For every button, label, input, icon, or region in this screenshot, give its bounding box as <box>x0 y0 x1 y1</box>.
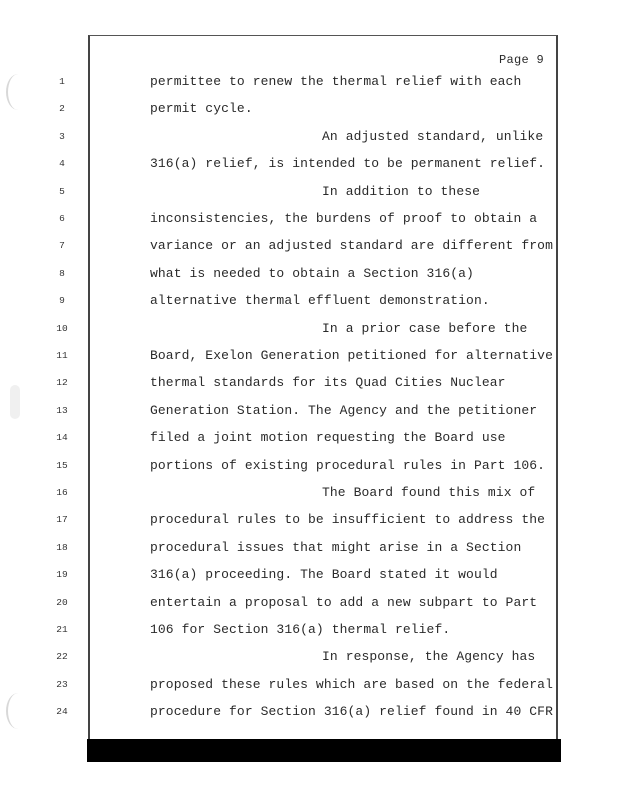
line-number: 24 <box>56 706 68 718</box>
line-number: 16 <box>56 487 68 498</box>
line-text: variance or an adjusted standard are different from <box>150 238 553 254</box>
line-text: portions of existing procedural rules in Part 106. <box>150 457 546 473</box>
page-number: Page 9 <box>498 53 544 67</box>
line-text: filed a joint motion requesting the Board use <box>150 430 506 446</box>
line-text: proposed these rules which are based on the federal <box>150 676 553 692</box>
page-bottom-bar <box>87 739 561 762</box>
line-number: 13 <box>56 404 68 416</box>
line-text: procedure for Section 316(a) relief found in 40 CFR <box>150 704 553 720</box>
line-text: what is needed to obtain a Section 316(a) <box>150 265 474 281</box>
line-number: 17 <box>56 514 68 526</box>
line-text: procedural issues that might arise in a Section <box>150 539 522 555</box>
line-text: 316(a) proceeding. The Board stated it would <box>150 567 498 583</box>
line-text: entertain a proposal to add a new subpart to Part <box>150 594 538 610</box>
punch-hole-top <box>6 74 30 110</box>
line-number: 22 <box>56 651 68 663</box>
line-text: alternative thermal effluent demonstration. <box>150 293 490 309</box>
line-text: In response, the Agency has <box>322 649 536 665</box>
line-text: inconsistencies, the burdens of proof to obtain a <box>150 211 538 226</box>
line-number: 7 <box>59 240 65 252</box>
line-text: permittee to renew the thermal relief with each <box>150 74 522 89</box>
scan-smudge <box>10 385 20 419</box>
line-number: 6 <box>59 213 65 224</box>
line-text: Generation Station. The Agency and the petitioner <box>150 402 538 418</box>
line-text: permit cycle. <box>150 101 253 117</box>
line-text: In addition to these <box>322 183 481 199</box>
line-number: 19 <box>56 569 68 581</box>
line-number: 10 <box>56 322 68 334</box>
line-number: 2 <box>59 103 65 115</box>
line-number: 23 <box>56 678 68 690</box>
line-number: 8 <box>59 267 65 279</box>
punch-hole-bottom <box>6 693 30 729</box>
line-text: 106 for Section 316(a) thermal relief. <box>150 622 451 637</box>
line-number: 20 <box>56 596 68 608</box>
line-number: 12 <box>56 377 68 389</box>
line-number: 15 <box>56 459 68 471</box>
line-text: Board, Exelon Generation petitioned for alternative <box>150 348 553 363</box>
line-text: thermal standards for its Quad Cities Nuclear <box>150 375 506 391</box>
line-number: 11 <box>56 350 68 361</box>
line-text: An adjusted standard, unlike <box>322 128 544 144</box>
line-number: 5 <box>59 185 65 197</box>
line-number: 9 <box>59 295 65 307</box>
line-text: 316(a) relief, is intended to be permanent relief. <box>150 156 546 172</box>
line-number: 14 <box>56 432 68 444</box>
line-number: 18 <box>56 541 68 553</box>
line-text: The Board found this mix of <box>322 485 536 500</box>
line-number: 21 <box>56 624 68 635</box>
line-number: 4 <box>59 158 65 170</box>
line-text: In a prior case before the <box>322 320 528 336</box>
line-text: procedural rules to be insufficient to address the <box>150 512 546 528</box>
line-number: 1 <box>59 76 65 87</box>
transcript-page <box>56 35 558 739</box>
line-number: 3 <box>59 130 65 142</box>
